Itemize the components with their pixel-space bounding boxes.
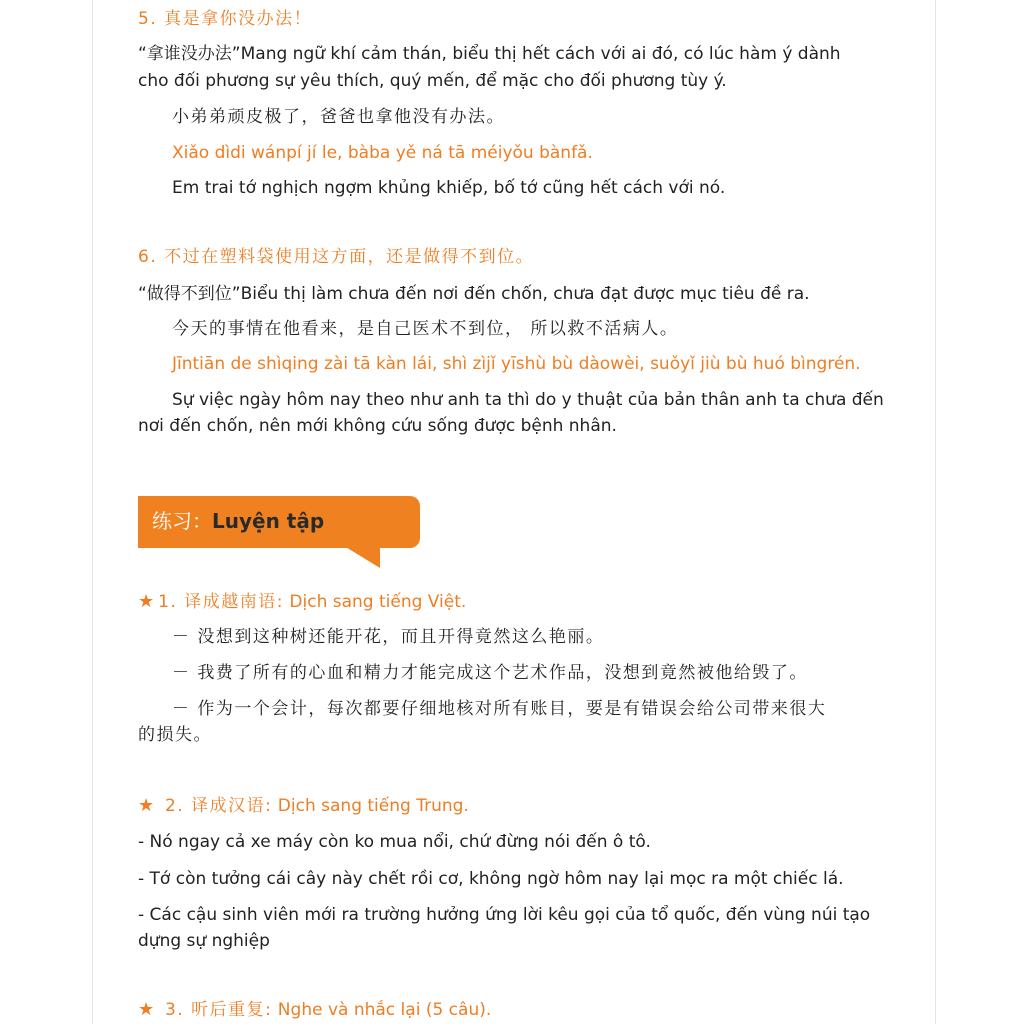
exercise-1-title-vietnamese: Dịch sang tiếng Việt. [284, 592, 467, 612]
exercise-2-title-vietnamese: Dịch sang tiếng Trung. [272, 796, 469, 816]
exercise-2-item-1: - Nó ngay cả xe máy còn ko mua nổi, chứ đừng nói đến ô tô. [138, 832, 651, 852]
exercise-2-item-3-line-2: dựng sự nghiệp [138, 931, 270, 951]
exercise-1-item-2: － 我费了所有的心血和精力才能完成这个艺术作品，没想到竟然被他给毁了。 [172, 663, 808, 683]
exercise-3-title-chinese: 3. 听后重复: [158, 1000, 273, 1020]
exercise-3-title [138, 997, 491, 1023]
star-icon: ★ [138, 591, 155, 612]
exercise-1-item-3-line-2: 的损失。 [138, 725, 212, 745]
section-5-desc-line-1: “拿谁没办法”Mang ngữ khí cảm thán, biểu thị hết cách với ai đó, có lúc hàm ý dành [138, 44, 841, 64]
exercise-2-title-chinese: 2. 译成汉语: [158, 796, 273, 816]
section-6-example-chinese: 今天的事情在他看来，是自己医术不到位， 所以救不活病人。 [172, 319, 679, 339]
star-icon: ★ [138, 795, 155, 816]
section-5-example-vietnamese: Em trai tớ nghịch ngợm khủng khiếp, bố tớ cũng hết cách với nó. [172, 178, 726, 198]
star-icon: ★ [138, 999, 155, 1020]
section-5-desc-line-2: cho đối phương sự yêu thích, quý mến, để mặc cho đối phương tùy ý. [138, 71, 727, 91]
section-6-example-vietnamese-line-2: nơi đến chốn, nên mới không cứu sống được bệnh nhân. [138, 416, 617, 436]
section-6-example-pinyin: Jīntiān de shìqing zài tā kàn lái, shì zìjǐ yīshù bù dàowèi, suǒyǐ jiù bù huó bìngrén. [172, 354, 861, 374]
practice-banner-chinese: 练习： [152, 509, 212, 533]
practice-banner [138, 496, 420, 548]
section-5-example-chinese: 小弟弟顽皮极了，爸爸也拿他没有办法。 [172, 107, 505, 127]
exercise-1-title-chinese: 1. 译成越南语: [158, 592, 284, 612]
exercise-2-item-3-line-1: - Các cậu sinh viên mới ra trường hưởng ứng lời kêu gọi của tổ quốc, đến vùng núi tạo [138, 905, 871, 925]
section-6-title: 6. 不过在塑料袋使用这方面，还是做得不到位。 [138, 247, 535, 267]
practice-banner-vietnamese: Luyện tập [212, 509, 325, 533]
practice-banner-tail [344, 546, 380, 568]
exercise-1-item-3-line-1: － 作为一个会计，每次都要仔细地核对所有账目，要是有错误会给公司带来很大 [172, 699, 827, 719]
section-6-desc: “做得不到位”Biểu thị làm chưa đến nơi đến chốn, chưa đạt được mục tiêu đề ra. [138, 284, 810, 304]
exercise-1-title [138, 589, 466, 615]
section-5-title: 5. 真是拿你没办法！ [138, 9, 313, 29]
section-6-example-vietnamese-line-1: Sự việc ngày hôm nay theo như anh ta thì do y thuật của bản thân anh ta chưa đến [172, 390, 884, 410]
exercise-3-title-vietnamese: Nghe và nhắc lại (5 câu). [272, 1000, 492, 1020]
section-5-example-pinyin: Xiǎo dìdi wánpí jí le, bàba yě ná tā méiyǒu bànfǎ. [172, 143, 593, 163]
exercise-1-item-1: － 没想到这种树还能开花，而且开得竟然这么艳丽。 [172, 627, 605, 647]
exercise-2-item-2: - Tớ còn tưởng cái cây này chết rồi cơ, không ngờ hôm nay lại mọc ra một chiếc lá. [138, 869, 844, 889]
exercise-2-title [138, 793, 469, 819]
